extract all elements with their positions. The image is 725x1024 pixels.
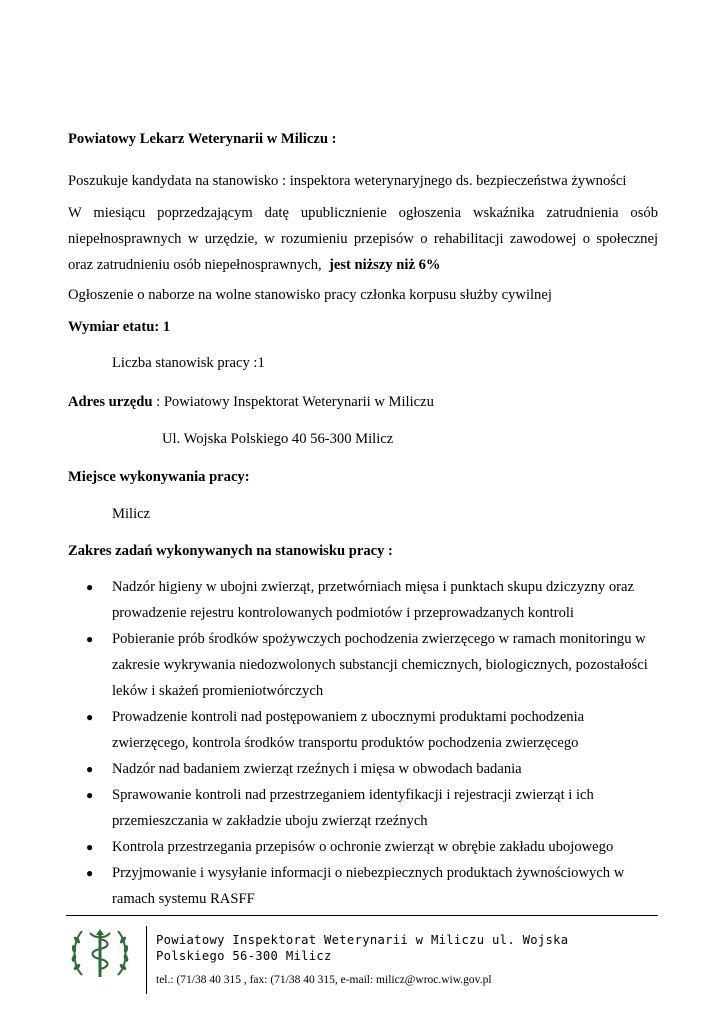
task-item-line: prowadzenie rejestru kontrolowanych podmiotów i przeprowadzanych kontroli	[112, 605, 574, 621]
task-item	[68, 574, 658, 626]
announcement-text: Ogłoszenie o naborze na wolne stanowisko pracy członka korpusu służby cywilnej	[68, 287, 552, 303]
task-list	[68, 574, 658, 912]
task-item-line: ramach systemu RASFF	[112, 891, 255, 907]
task-item-line: Kontrola przestrzegania przepisów o ochronie zwierząt w obrębie zakładu ubojowego	[112, 839, 614, 855]
task-item-line: zakresie wykrywania niedozwolonych substancji chemicznych, biologicznych, pozostałości	[112, 657, 648, 673]
task-item	[68, 834, 658, 860]
workplace-label: Miejsce wykonywania pracy:	[68, 469, 250, 485]
task-item-line: Nadzór nad badaniem zwierząt rzeźnych i mięsa w obwodach badania	[112, 761, 522, 777]
task-item-line: Nadzór higieny w ubojni zwierząt, przetwórniach mięsa i punktach skupu dziczyzny oraz	[112, 579, 634, 595]
task-item-line: Prowadzenie kontroli nad postępowaniem z ubocznymi produktami pochodzenia	[112, 709, 585, 725]
task-item	[68, 756, 658, 782]
task-item-line: leków i skażeń promieniotwórczych	[112, 683, 324, 699]
footer-contact: tel.: (71/38 40 315 , fax: (71/38 40 315, e-mail: milicz@wroc.wiw.gov.pl	[156, 974, 492, 986]
office-address	[68, 389, 658, 415]
footer-divider	[66, 915, 658, 916]
logo-svg	[68, 925, 132, 985]
workplace-value: Milicz	[112, 506, 151, 522]
ratio-emphasis: jest niższy niż 6%	[329, 257, 441, 273]
work-time	[68, 314, 658, 340]
work-time-label: Wymiar etatu	[68, 319, 155, 335]
ratio-line-1: W miesiącu poprzedzającym datę upublicznienie ogłoszenia wskaźnika zatrudnienia osób	[68, 205, 658, 221]
ratio-line-2: niepełnosprawnych w urzędzie, w rozumieniu przepisów o rehabilitacji zawodowej o społecznej	[68, 231, 658, 247]
bullet-icon: ●	[86, 788, 94, 802]
bullet-icon: ●	[86, 632, 94, 646]
footer-address-line-1: Powiatowy Inspektorat Weterynarii w Miliczu ul. Wojska	[156, 933, 569, 947]
office-address-label: Adres urzędu	[68, 394, 153, 410]
bullet-icon: ●	[86, 866, 94, 880]
ratio-line-3	[68, 252, 658, 278]
office-address-value: : Powiatowy Inspektorat Weterynarii w Miliczu	[152, 394, 434, 410]
bullet-icon: ●	[86, 840, 94, 854]
bullet-icon: ●	[86, 580, 94, 594]
task-item-line: przemieszczania w zakładzie uboju zwierząt rzeźnych	[112, 813, 428, 829]
veterinary-caduceus-laurel-icon	[68, 925, 132, 985]
document-heading: Powiatowy Lekarz Weterynarii w Miliczu :	[68, 131, 337, 147]
ratio-line-3-text: oraz zatrudnieniu osób niepełnosprawnych,	[68, 257, 322, 273]
task-item-line: Pobieranie prób środków spożywczych pochodzenia zwierzęcego w ramach monitoringu w	[112, 631, 646, 647]
task-item-line: Przyjmowanie i wysyłanie informacji o niebezpiecznych produktach żywnościowych w	[112, 865, 625, 881]
footer-address-line-2: Polskiego 56-300 Milicz	[156, 949, 332, 963]
position-sought: Poszukuje kandydata na stanowisko : inspektora weterynaryjnego ds. bezpieczeństwa żywności	[68, 173, 627, 189]
employment-ratio-paragraph	[68, 200, 658, 278]
work-time-value: : 1	[154, 319, 171, 335]
tasks-heading: Zakres zadań wykonywanych na stanowisku pracy :	[68, 543, 393, 559]
bullet-icon: ●	[86, 762, 94, 776]
office-street: Ul. Wojska Polskiego 40 56-300 Milicz	[162, 431, 394, 447]
task-item	[68, 704, 658, 756]
footer-address	[156, 932, 656, 964]
task-item	[68, 626, 658, 704]
task-item	[68, 782, 658, 834]
positions-count: Liczba stanowisk pracy :1	[112, 355, 265, 371]
bullet-icon: ●	[86, 710, 94, 724]
footer-vertical-divider	[146, 926, 147, 994]
task-item	[68, 860, 658, 912]
task-item-line: zwierzęcego, kontrola środków transportu produktów pochodzenia zwierzęcego	[112, 735, 579, 751]
task-item-line: Sprawowanie kontroli nad przestrzeganiem identyfikacji i rejestracji zwierząt i ich	[112, 787, 594, 803]
